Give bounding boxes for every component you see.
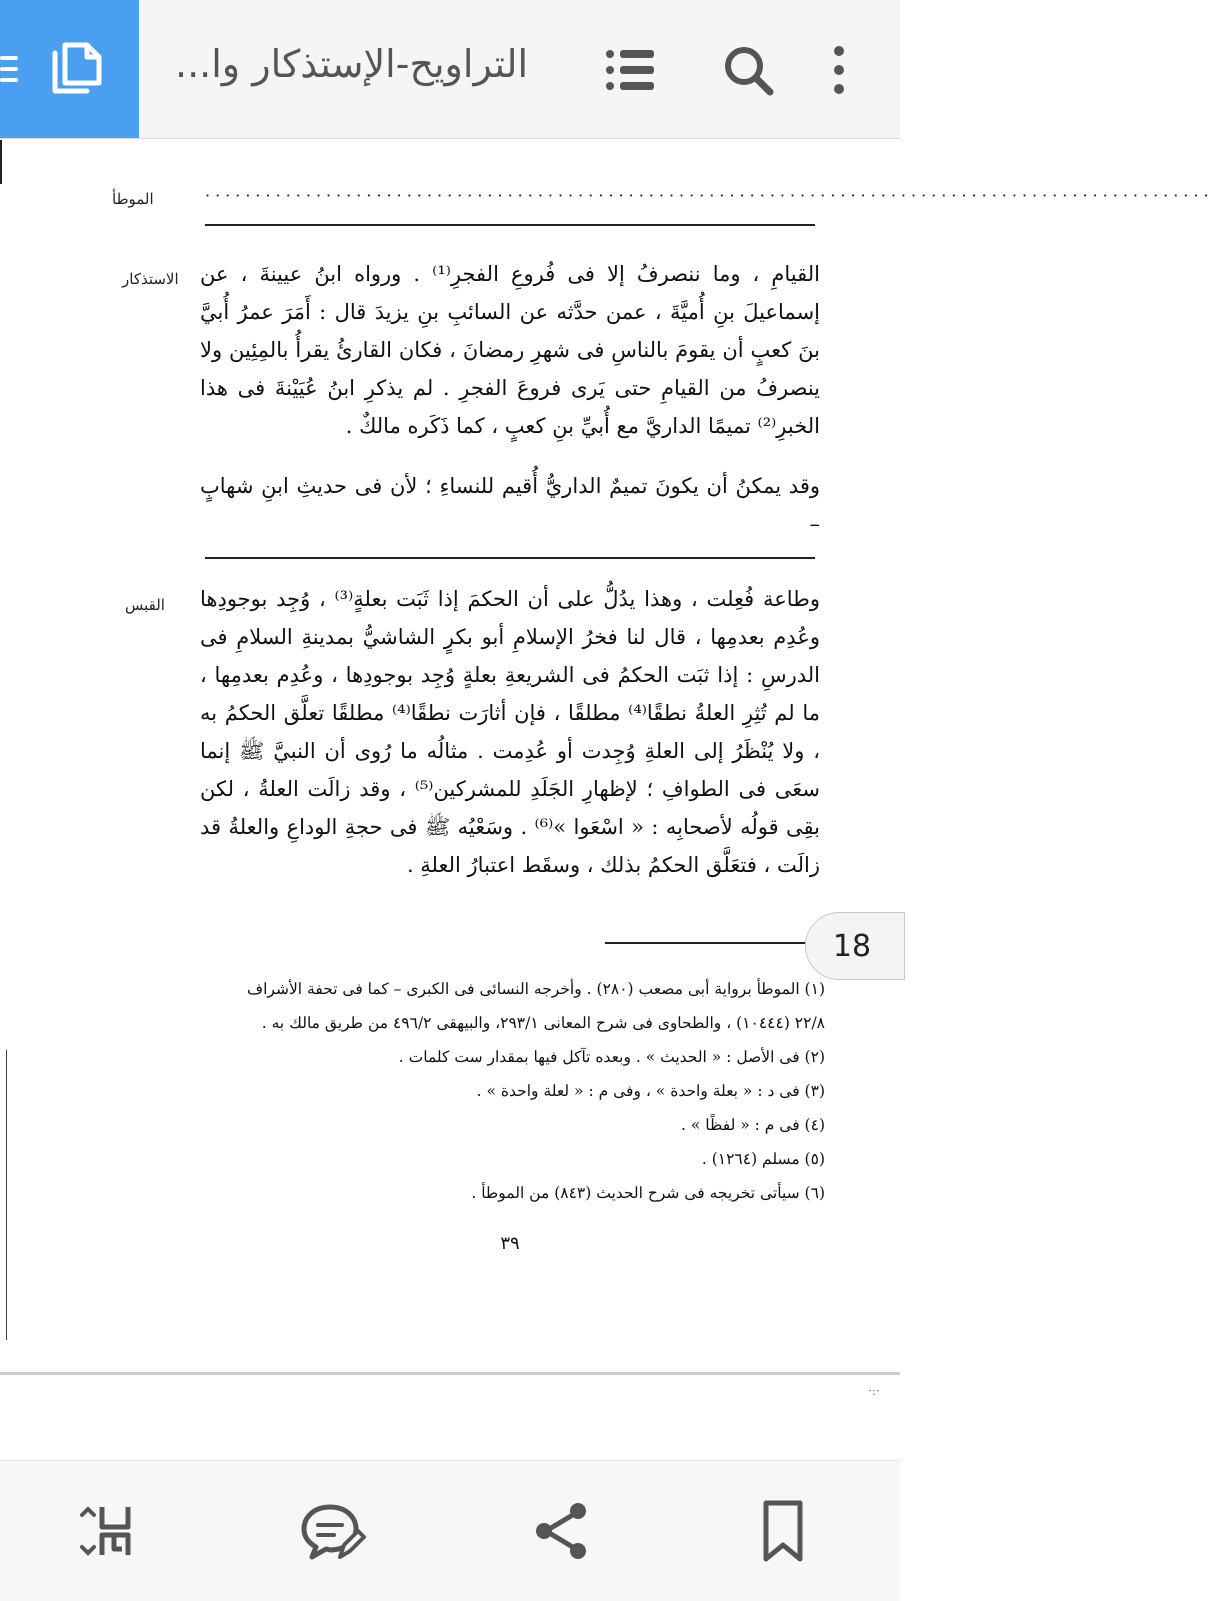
footnote: (٥) مسلم (١٢٦٤) . <box>701 1150 825 1168</box>
page-edge <box>0 140 2 184</box>
istidhkar-paragraph: القيامِ ، وما ننصرفُ إلا فى فُروعِ الفجرِ⁽¹⁾ . ورواه ابنُ عيينةَ ، عن إسماعيلَ بنِ أُميَّةَ ، عمن حدَّثه عن السائبِ بنِ يزيدَ قال : أَمَرَ عمرُ أُبيَّ بنَ كعبٍ أن يقومَ بالناسِ فى شهرِ رمضانَ ، فكان القارئُ يقرأُ بالمِئِين ولا ينصرفُ من القيامِ حتى يَرى فروعَ الفجرِ . لم يذكرِ ابنُ عُيَيْنةَ فى هذا الخبرِ⁽²⁾ تميمًا الداريَّ مع أُبيِّ بنِ كعبٍ ، كما ذَكَره مالكٌ . <box>200 262 821 438</box>
label-istidhkar: الاستذكار <box>122 270 179 288</box>
document-switch-button[interactable] <box>0 0 139 138</box>
bookmark-icon[interactable] <box>752 1499 816 1563</box>
dotted-separator: ···································································································· <box>205 186 1214 205</box>
page-divider <box>0 1372 900 1375</box>
page-indicator[interactable]: 18 <box>805 912 905 980</box>
list-icon[interactable] <box>604 44 656 96</box>
footnote: (٢) فى الأصل : « الحديث » . وبعده تآكل فيها بمقدار ست كلمات . <box>398 1048 825 1066</box>
page-edge <box>6 1050 7 1340</box>
auto-scroll-icon[interactable] <box>78 1499 142 1563</box>
istidhkar-paragraph: وقد يمكنُ أن يكونَ تميمٌ الداريُّ أُقيم للنساءِ ؛ لأن فى حديثِ ابنِ شهابٍ – <box>200 474 820 536</box>
printed-page-number: ٣٩ <box>500 1233 520 1254</box>
comment-icon[interactable] <box>300 1499 364 1563</box>
footnote: (٦) سيأتى تخريجه فى شرح الحديث (٨٤٣) من الموطأ . <box>471 1184 825 1202</box>
istidhkar-section <box>200 255 820 543</box>
more-vertical-icon[interactable] <box>826 44 852 96</box>
footnote: (٣) فى د : « بعلة واحدة » ، وفى م : « لعلة واحدة » . <box>476 1082 825 1100</box>
scan-mark: ·:· <box>868 1384 880 1398</box>
qabas-paragraph: وطاعة فُعِلت ، وهذا يدُلُّ على أن الحكمَ إذا ثَبَت بعلةٍ⁽³⁾ ، وُجِد بوجودِها وعُدِم بعدمِها ، قال لنا فخرُ الإسلامِ أبو بكرٍ الشاشيُّ بمدينةِ السلامِ فى الدرسِ : إذا ثبَت الحكمُ فى الشريعةِ بعلةٍ وُجِد بوجودِها ، وعُدِم بعدمِها ، ما لم تُثِرِ العلةُ نطقًا⁽⁴⁾ مطلقًا ، فإن أثارَت نطقًا⁽⁴⁾ مطلقًا تعلَّق الحكمُ به ، ولا يُنْظَرُ إلى العلةِ وُجِدت أو عُدِمت . مثالُه ما رُوى أن النبيَّ ﷺ إنما سعَى فى الطوافِ ؛ لإظهارِ الجَلَدِ للمشركين⁽⁵⁾ ، وقد زالَت العلةُ ، لكن بقِى قولُه لأصحابِه : « اسْعَوا »⁽⁶⁾ . وسَعْيُه ﷺ فى حجةِ الوداعِ والعلةُ قد زالَت ، فتعَلَّق الحكمُ بذلك ، وسقَط اعتبارُ العلةِ . <box>200 587 820 877</box>
bottom-toolbar <box>0 1460 900 1601</box>
copy-document-icon <box>47 39 107 99</box>
app-bar <box>0 0 900 139</box>
label-qabas: القبس <box>125 596 165 614</box>
share-icon[interactable] <box>530 1499 594 1563</box>
footnote: (٤) فى م : « لفظًا » . <box>681 1116 825 1134</box>
menu-lines-icon <box>0 54 22 84</box>
footnote: ٢٢/٨ (١٠٤٤٤) ، والطحاوى فى شرح المعانى ٢٩٣/١، والبيهقى ٤٩٦/٢ من طريق مالك به . <box>261 1014 825 1032</box>
footnotes <box>195 972 825 1210</box>
label-muwatta: الموطأ <box>112 190 154 208</box>
document-title: التراويح-الإستذكار وا... <box>175 42 529 86</box>
search-icon[interactable] <box>722 44 774 96</box>
footnote: (١) الموطأ برواية أبى مصعب (٢٨٠) . وأخرجه النسائى فى الكبرى – كما فى تحفة الأشراف <box>247 980 825 998</box>
footnote-rule <box>605 942 815 944</box>
section-rule <box>205 224 815 226</box>
section-rule <box>205 557 815 559</box>
